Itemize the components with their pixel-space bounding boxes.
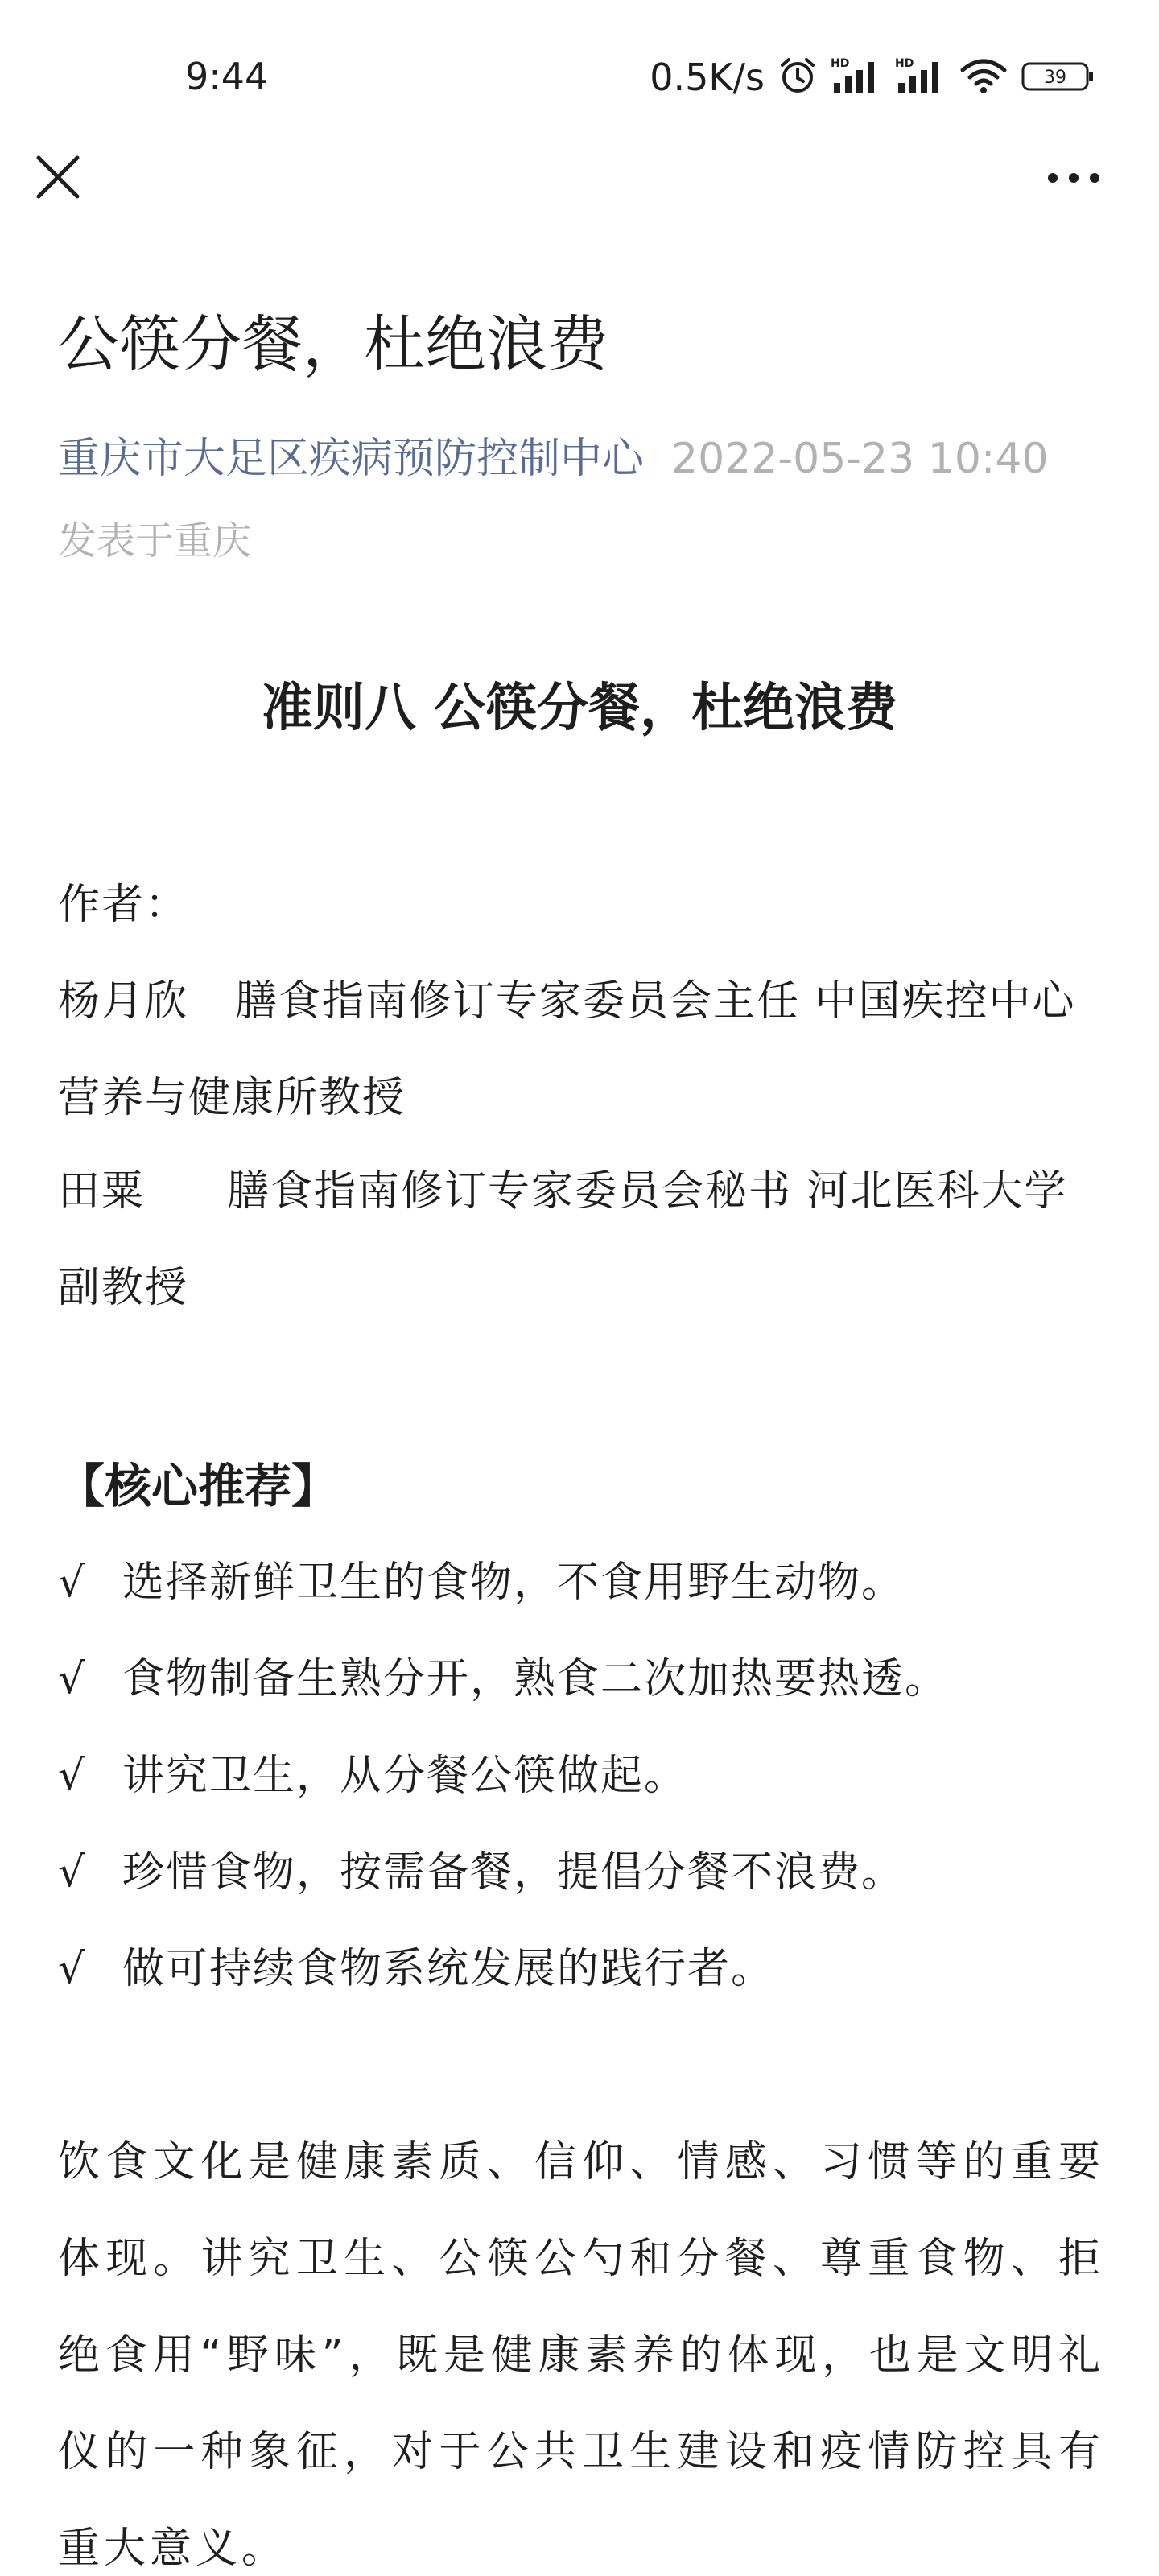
list-item-text: 珍惜食物，按需备餐，提倡分餐不浪费。	[122, 1848, 905, 1897]
close-icon	[32, 151, 84, 203]
list-item-text: 做可持续食物系统发展的践行者。	[122, 1945, 775, 1993]
article-author-link[interactable]: 重庆市大足区疾病预防控制中心	[58, 435, 645, 483]
list-item	[58, 1824, 1104, 1921]
check-mark-icon: √	[58, 1945, 87, 1993]
article-paragraph: 饮食文化是健康素质、信仰、情感、习惯等的重要体现。讲究卫生、公筷公勺和分餐、尊重食物、拒绝食用“野味”，既是健康素养的体现，也是文明礼仪的一种象征，对于公共卫生建设和疫情防控具有重大意义。	[58, 2138, 1104, 2573]
author-entry	[58, 1143, 1104, 1336]
alarm-clock-icon	[777, 56, 818, 99]
article-meta	[58, 427, 1104, 491]
check-mark-icon: √	[58, 1848, 87, 1897]
list-item	[58, 1534, 1104, 1631]
list-item	[58, 1631, 1104, 1728]
author-description: 膳食指南修订专家委员会主任 中国疾控中心营养与健康所教授	[58, 977, 1076, 1122]
article-location: 发表于重庆	[58, 518, 252, 564]
close-button[interactable]	[32, 151, 84, 203]
status-icons	[650, 53, 1095, 101]
section-heading: 准则八 公筷分餐，杜绝浪费	[261, 679, 898, 738]
svg-text:HD: HD	[831, 57, 850, 70]
author-name: 田粟	[58, 1167, 146, 1216]
wifi-icon	[959, 56, 1008, 99]
more-options-button[interactable]	[1041, 158, 1106, 198]
author-description: 膳食指南修订专家委员会秘书 河北医科大学副教授	[58, 1167, 1068, 1312]
status-time: 9:44	[185, 55, 269, 98]
author-entry	[58, 953, 1104, 1146]
check-mark-icon: √	[58, 1752, 87, 1800]
check-mark-icon: √	[58, 1558, 87, 1607]
list-item-text: 讲究卫生，从分餐公筷做起。	[122, 1752, 688, 1800]
list-item-text: 食物制备生熟分开，熟食二次加热要热透。	[122, 1655, 949, 1703]
check-mark-icon: √	[58, 1655, 87, 1703]
more-horizontal-icon	[1041, 158, 1106, 198]
list-item-text: 选择新鲜卫生的食物，不食用野生动物。	[122, 1558, 905, 1607]
signal-hd-2-icon	[895, 56, 947, 99]
core-recommendation-list	[58, 1534, 1104, 2017]
list-item	[58, 1921, 1104, 2017]
status-bar	[0, 0, 1159, 153]
list-item	[58, 1728, 1104, 1824]
article-date: 2022-05-23 10:40	[671, 435, 1049, 483]
network-speed: 0.5K/s	[650, 56, 765, 99]
core-recommendation-heading: 【核心推荐】	[58, 1459, 339, 1513]
article-title: 公筷分餐，杜绝浪费	[58, 308, 608, 380]
battery-level: 39	[1044, 68, 1066, 88]
author-label: 作者：	[58, 881, 189, 929]
battery-icon	[1021, 56, 1095, 99]
author-name: 杨月欣	[58, 977, 189, 1026]
signal-hd-1-icon	[831, 56, 882, 99]
svg-text:HD: HD	[895, 57, 914, 70]
